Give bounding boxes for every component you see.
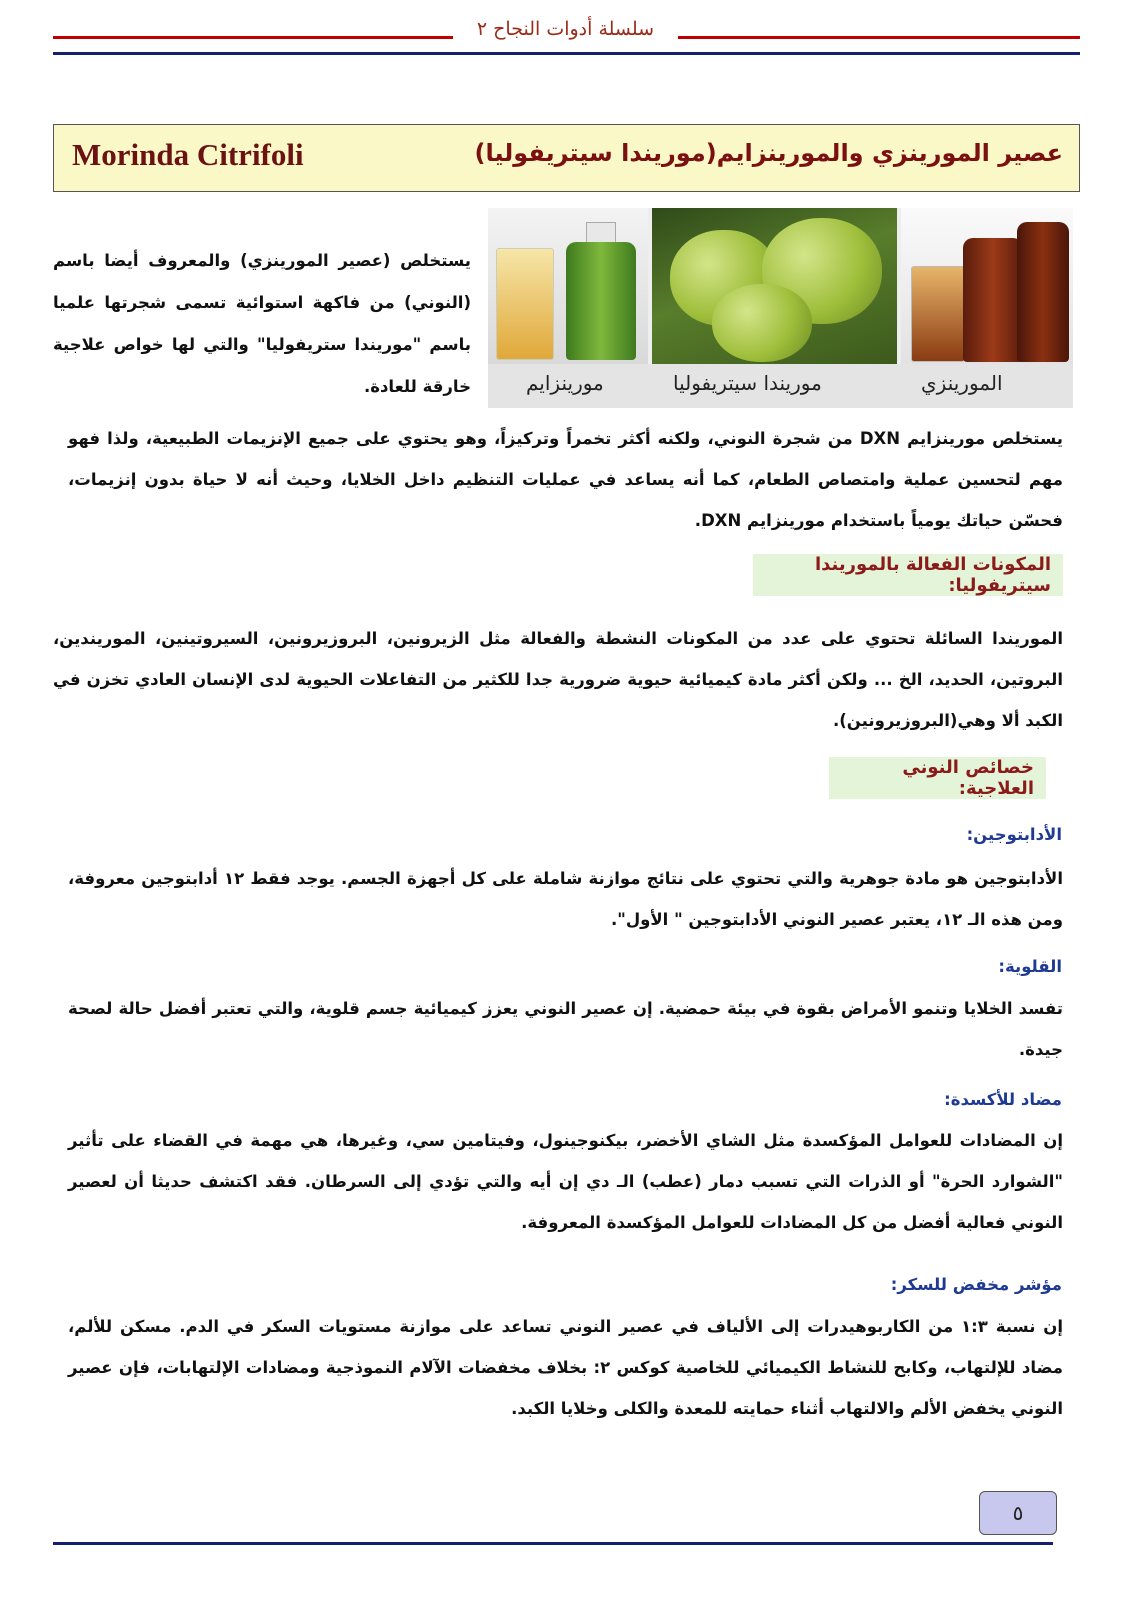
property-text: الأدابتوجين هو مادة جوهرية والتي تحتوي على نتائج موازنة شاملة على كل أجهزة الجسم. يوجد فقط ١٢ أدابتوجين معروفة، ومن هذه الـ ١٢، يعتبر عصير النوني الأدابتوجين " الأول". [68,869,1064,929]
property-title: القلوية: [998,957,1062,976]
morinzhi-bottle [1017,222,1069,362]
ingredients-heading: المكونات الفعالة بالموريندا سيتريفوليا: [753,554,1063,596]
juice-glass [911,266,965,362]
intro-paragraph: يستخلص (عصير المورينزي) والمعروف أيضا باسم (النوني) من فاكهة استوائية تسمى شجرتها علميا باسم "موريندا ستريفوليا" والتي لها خواص علاجية خارقة للعادة. [53,251,471,396]
property-title: الأدابتوجين: [966,825,1062,844]
morinzhi-bottle [963,238,1023,362]
page-number: ٥ [979,1491,1057,1535]
header-divider-red-left [53,36,453,39]
property-title: مؤشر مخفض للسكر: [890,1275,1062,1294]
title-arabic: عصير المورينزي والمورينزايم(موريندا سيتريفوليا) [474,139,1063,167]
dxn-paragraph: يستخلص مورينزايم DXN من شجرة النوني، ولكنه أكثر تخمراً وتركيزاً، وهو يحتوي على جميع الإنزيمات الطبيعية، ولذا فهو مهم لتحسين عملية وامتصاص الطعام، كما أنه يساعد في عمليات التنظيم داخل الخلايا، وحيث أنه لا حياة بدون إنزيمات، فحسّن حياتك يومياً باستخدام مورينزايم DXN. [68,429,1063,530]
property-title: مضاد للأكسدة: [944,1090,1062,1109]
photo-caption-strip [488,364,1073,408]
ingredients-paragraph: الموريندا السائلة تحتوي على عدد من المكونات النشطة والفعالة مثل الزيرونين، البروزيرونين، السيروتينين، الموريندين، البروتين، الحديد، الخ ... ولكن أكثر مادة كيميائية حيوية ضرورية جدا للكثير من التفاعلات الحيوية لدى الإنسان العادي تخزن في الكبد ألا وهي(البروزيرونين). [53,629,1063,730]
series-title: سلسلة أدوات النجاح ٢ [476,18,655,40]
property-text: إن نسبة ١:٣ من الكاربوهيدرات إلى الألياف في عصير النوني تساعد على موازنة مستويات السكر في الدم. مسكن للألم، مضاد للإلتهاب، وكابح للنشاط الكيميائي للخاصية كوكس ٢: بخلاف مخفضات الآلام النموذجية ومضادات الإلتهابات، فإن عصير النوني يخفض الألم والالتهاب أثناء حمايته للمعدة والكلى وخلايا الكبد. [68,1317,1063,1418]
property-text: تفسد الخلايا وتنمو الأمراض بقوة في بيئة حمضية. إن عصير النوني يعزز كيميائية جسم قلوية، والتي تعتبر أفضل حالة لصحة جيدة. [68,999,1063,1059]
page-header [0,0,1132,70]
footer-divider [53,1542,1053,1545]
product-photo [488,208,1073,408]
header-divider-navy [53,52,1080,55]
morinzhi-image [901,208,1073,364]
morinzyme-bottle [566,242,636,360]
juice-glass [496,248,554,360]
title-english: Morinda Citrifoli [72,137,304,172]
header-divider-red-right [678,36,1080,39]
morinzyme-image [488,208,648,364]
properties-heading: خصائص النوني العلاجية: [829,757,1046,799]
photo-caption: موريندا سيتريفوليا [673,371,822,395]
photo-caption: المورينزي [921,371,1003,395]
photo-caption: مورينزايم [526,371,604,395]
property-text: إن المضادات للعوامل المؤكسدة مثل الشاي الأخضر، بيكنوجينول، وفيتامين سي، وغيرها، هي مهمة في القضاء على تأثير "الشوارد الحرة" أو الذرات التي تسبب دمار (عطب) الـ دي إن أيه والتي تؤدي إلى السرطان. فقد اكتشف حديثا أن لعصير النوني فعالية أفضل من كل المضادات للعوامل المؤكسدة المعروفة. [68,1131,1063,1232]
noni-fruit-image [652,208,897,364]
title-box [53,124,1080,192]
noni-fruit [712,284,812,362]
